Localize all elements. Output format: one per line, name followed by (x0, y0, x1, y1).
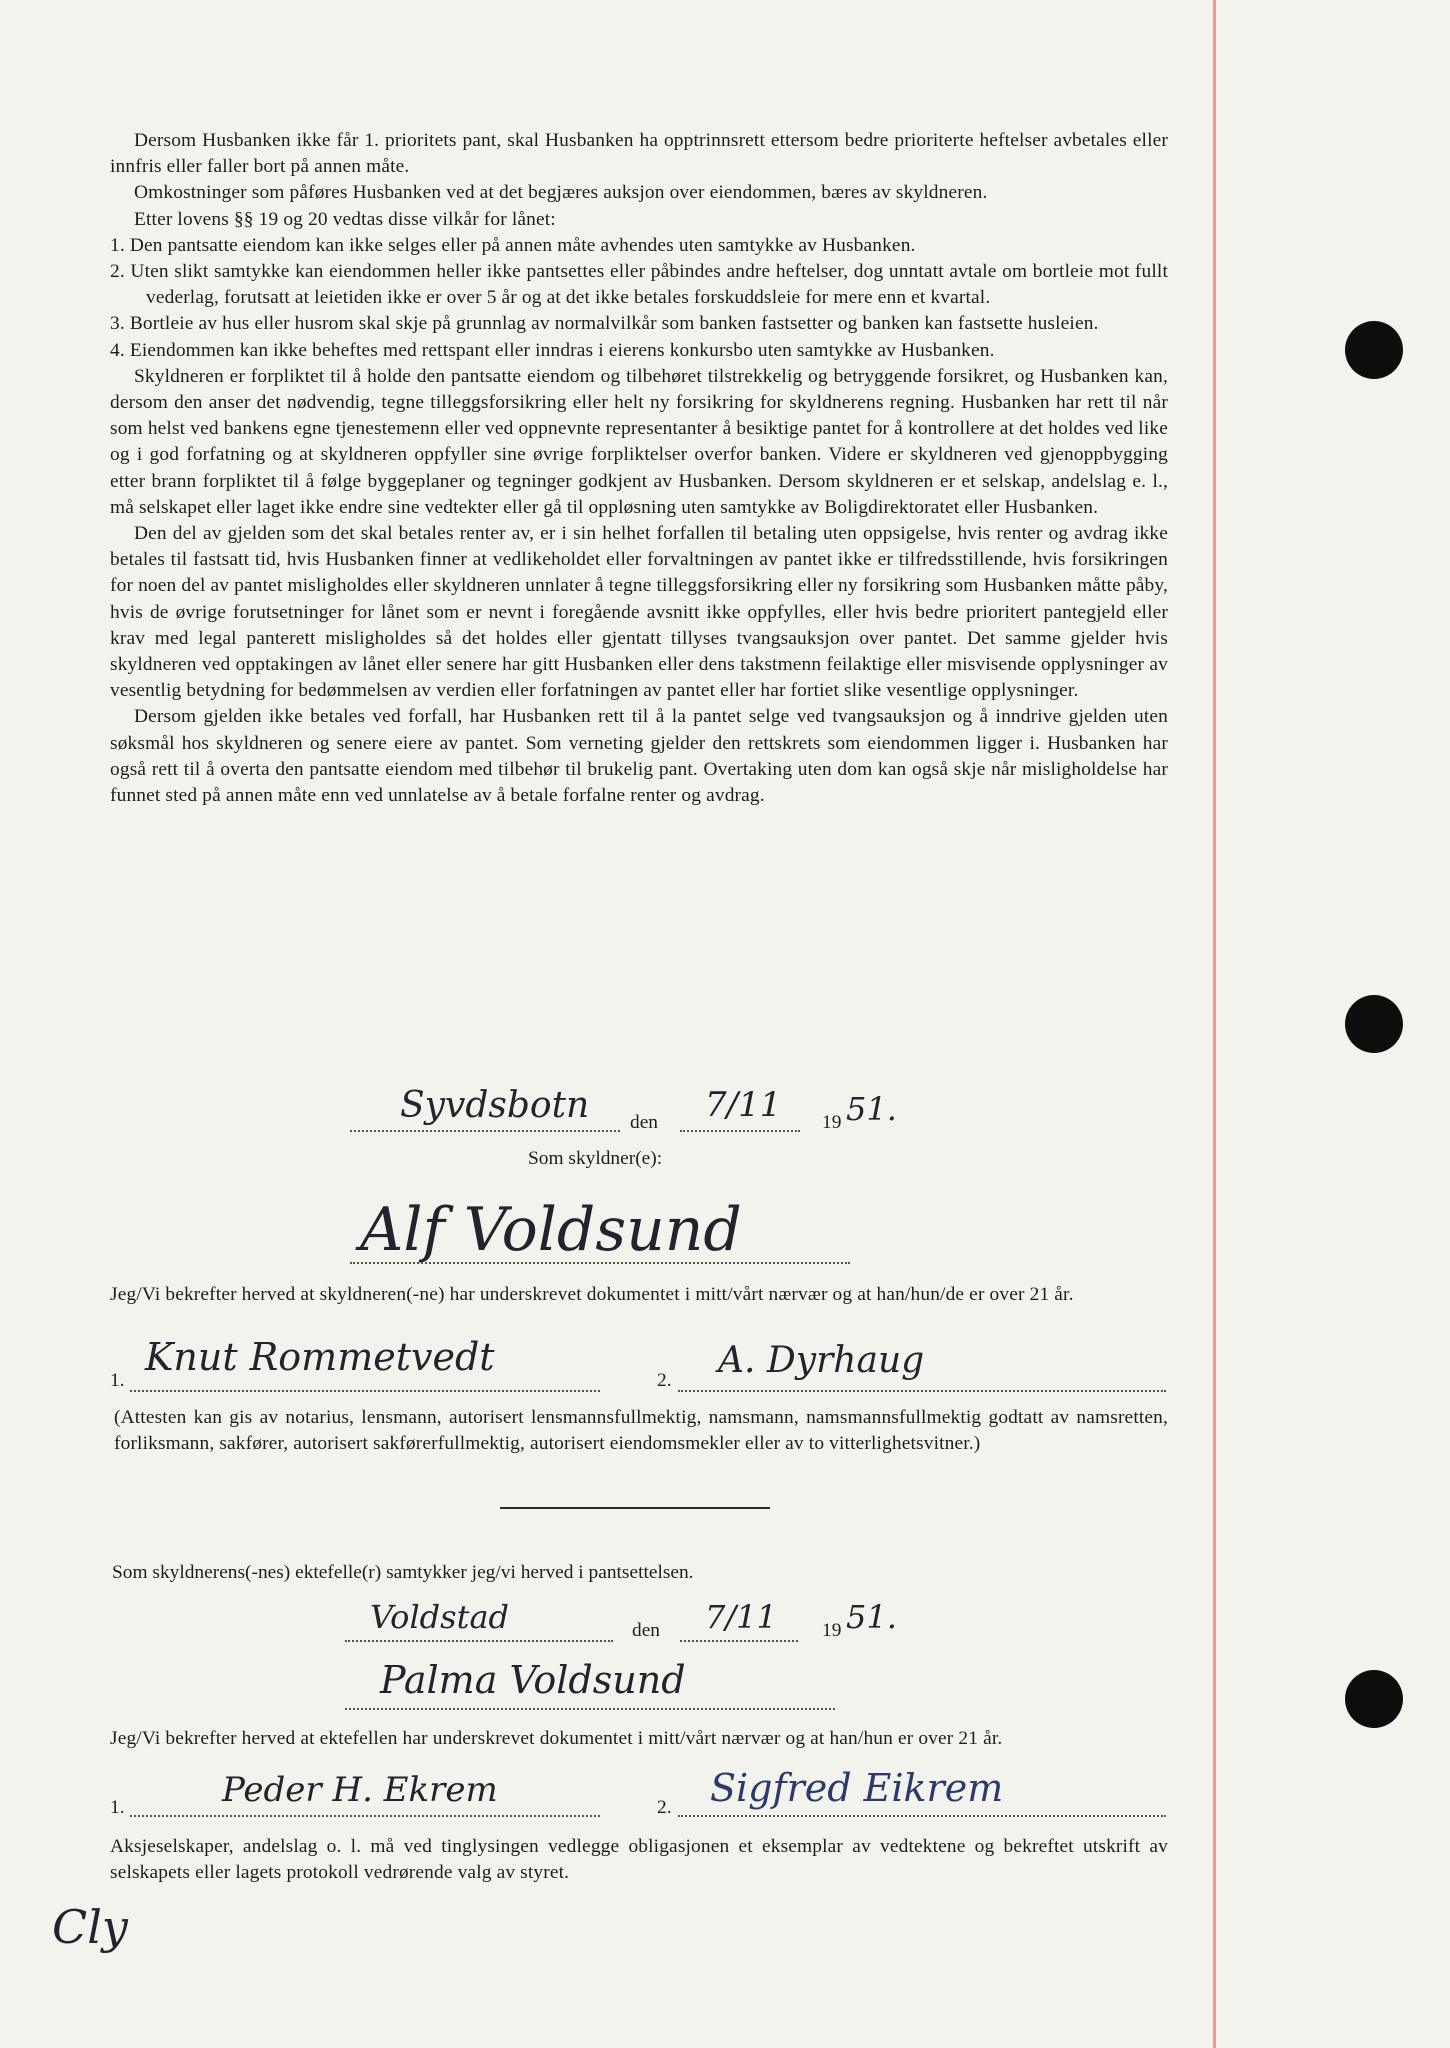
paragraph: Dersom gjelden ikke betales ved forfall, har Husbanken rett til å la pantet selge ved tvangsauksjon og å inndrive gjelden uten søksmål hos skyldneren og senere eiere av pantet. Som verneting gjelder den rettskrets som eiendommen ligger i. Husbanken har også rett til å overta den pantsatte eiendom med tilbehør til brukelig pant. Overtaking uten dom kan også skje når misligholdelse har funnet sted på annen måte enn ved unnlatelse av å betale forfalne renter og avdrag. (110, 706, 1168, 807)
debtor-place: Syvdsbotn (400, 1085, 590, 1126)
condition-item: 4. Eiendommen kan ikke beheftes med rettspant eller inndras i eierens konkursbo uten samtykke av Husbanken. (110, 339, 995, 361)
spouse-date: 7/11 (705, 1598, 777, 1636)
condition-item: 1. Den pantsatte eiendom kan ikke selges eller på annen måte avhendes uten samtykke av Husbanken. (110, 234, 916, 256)
debtor-signature: Alf Voldsund (360, 1195, 742, 1265)
condition-item: 3. Bortleie av hus eller husrom skal skje på grunnlag av normalvilkår som banken fastsetter og banken kan fastsette husleien. (110, 313, 1099, 335)
witness-line (130, 1815, 600, 1817)
punch-hole (1345, 321, 1403, 379)
witness-signature: Sigfred Eikrem (710, 1766, 1004, 1810)
date-line (680, 1130, 800, 1132)
spouse-year: 51. (846, 1598, 897, 1636)
punch-hole (1345, 1670, 1403, 1728)
debtor-date: 7/11 (705, 1085, 782, 1125)
witness-number: 1. (110, 1797, 125, 1818)
spouse-signature: Palma Voldsund (380, 1658, 686, 1702)
witness-signature: Knut Rommetvedt (145, 1335, 495, 1379)
witness-signature: A. Dyrhaug (718, 1340, 925, 1381)
paragraph: Etter lovens §§ 19 og 20 vedtas disse vilkår for lånet: (134, 208, 556, 230)
condition-item: 2. Uten slikt samtykke kan eiendommen heller ikke pantsettes eller påbindes andre heftelser, dog unntatt avtale om bortleie mot fullt vederlag, forutsatt at leietiden ikke er over 5 år og at det ikke betales forskuddsleie for mere enn et kvartal. (110, 261, 1168, 309)
witness-statement: Jeg/Vi bekrefter herved at ektefellen har underskrevet dokumentet i mitt/vårt nærvær og at han/hun er over 21 år. (110, 1728, 1003, 1749)
punch-hole (1345, 995, 1403, 1053)
attestation-note: (Attesten kan gis av notarius, lensmann, autorisert lensmannsfullmektig, namsmann, namsmannsfullmektig godtatt av namsretten, forliksmann, sakfører, autorisert sakførerfullmektig, autorisert eiendomsmekler eller av to vitterlighetsvitner.) (114, 1407, 1168, 1455)
debtor-year: 51. (846, 1090, 897, 1128)
place-line (345, 1640, 613, 1642)
paragraph: Skyldneren er forpliktet til å holde den pantsatte eiendom og tilbehøret tilstrekkelig og betryggende forsikret, og Husbanken kan, dersom den anser det nødvendig, tegne tilleggsforsikring eller helt ny forsikring for skyldnerens regning. Husbanken har rett til når som helst ved bankens egne tjenestemenn eller ved oppnevnte representanter å besiktige pantet for å kontrollere at det holdes ved like og i god forfatning og at skyldneren oppfyller sine øvrige forpliktelser overfor banken. Videre er skyldneren ved gjenoppbygging etter brann forpliktet til å følge byggeplaner og tegninger godkjent av Husbanken. Dersom skyldneren er et selskap, andelslag e. l., må selskapet eller laget ikke endre sine vedtekter eller gå til oppløsning uten samtykke av Boligdirektoratet eller Husbanken. (110, 365, 1168, 518)
witness-line (678, 1390, 1166, 1392)
witness-number: 1. (110, 1370, 125, 1391)
year-prefix: 19 (822, 1112, 842, 1133)
divider (500, 1507, 770, 1509)
paragraph: Den del av gjelden som det skal betales renter av, er i sin helhet forfallen til betaling uten oppsigelse, hvis renter og avdrag ikke betales til fastsatt tid, hvis Husbanken finner at vedlikeholdet eller forvaltningen av pantet ikke er tilfredsstillende, hvis forsikringen for noen del av pantet misligholdes eller skyldneren unnlater å tegne tilleggsforsikring eller ny forsikring som Husbanken måtte påby, hvis de øvrige forutsetninger for lånet som er nevnt i foregående avsnitt ikke oppfylles, eller hvis bedre prioritert pantegjeld eller krav med legal panterett misligholdes så det holdes eller gjentatt tillyses tvangsauksjon over pantet. Det samme gjelder hvis skyldneren ved opptakingen av lånet eller senere har gitt Husbanken eller dens takstmenn feilaktige eller misvisende opplysninger av vesentlig betydning for bedømmelsen av verdien eller forfatningen av pantet eller har fortiet slike vesentlige opplysninger. (110, 523, 1168, 702)
place-line (350, 1130, 620, 1132)
den-label: den (632, 1620, 660, 1641)
loan-conditions (110, 128, 1168, 809)
spouse-consent: Som skyldnerens(-nes) ektefelle(r) samtykker jeg/vi herved i pantsettelsen. (112, 1562, 694, 1583)
witness-number: 2. (657, 1370, 672, 1391)
margin-line (1213, 0, 1216, 2048)
date-line (680, 1640, 798, 1642)
witness-statement: Jeg/Vi bekrefter herved at skyldneren(-ne) har underskrevet dokumentet i mitt/vårt nærvær og at han/hun/de er over 21 år. (110, 1284, 1074, 1305)
footer-note: Aksjeselskaper, andelslag o. l. må ved tinglysingen vedlegge obligasjonen et eksemplar av vedtektene og bekreftet utskrift av selskapets eller lagets protokoll vedrørende valg av styret. (110, 1836, 1168, 1884)
witness-line (678, 1815, 1166, 1817)
witness-number: 2. (657, 1797, 672, 1818)
den-label: den (630, 1112, 658, 1133)
signature-line (345, 1708, 835, 1710)
year-prefix: 19 (822, 1620, 842, 1641)
initials: Cly (52, 1900, 128, 1954)
signature-line (350, 1262, 850, 1264)
witness-line (130, 1390, 600, 1392)
paragraph: Dersom Husbanken ikke får 1. prioritets pant, skal Husbanken ha opptrinnsrett ettersom bedre prioriterte heftelser avbetales eller innfris eller faller bort på annen måte. (110, 130, 1168, 178)
paragraph: Omkostninger som påføres Husbanken ved at det begjæres auksjon over eiendommen, bæres av skyldneren. (134, 182, 988, 204)
spouse-place: Voldstad (370, 1598, 509, 1636)
witness-signature: Peder H. Ekrem (222, 1770, 498, 1810)
debtor-role-label: Som skyldner(e): (528, 1148, 663, 1169)
